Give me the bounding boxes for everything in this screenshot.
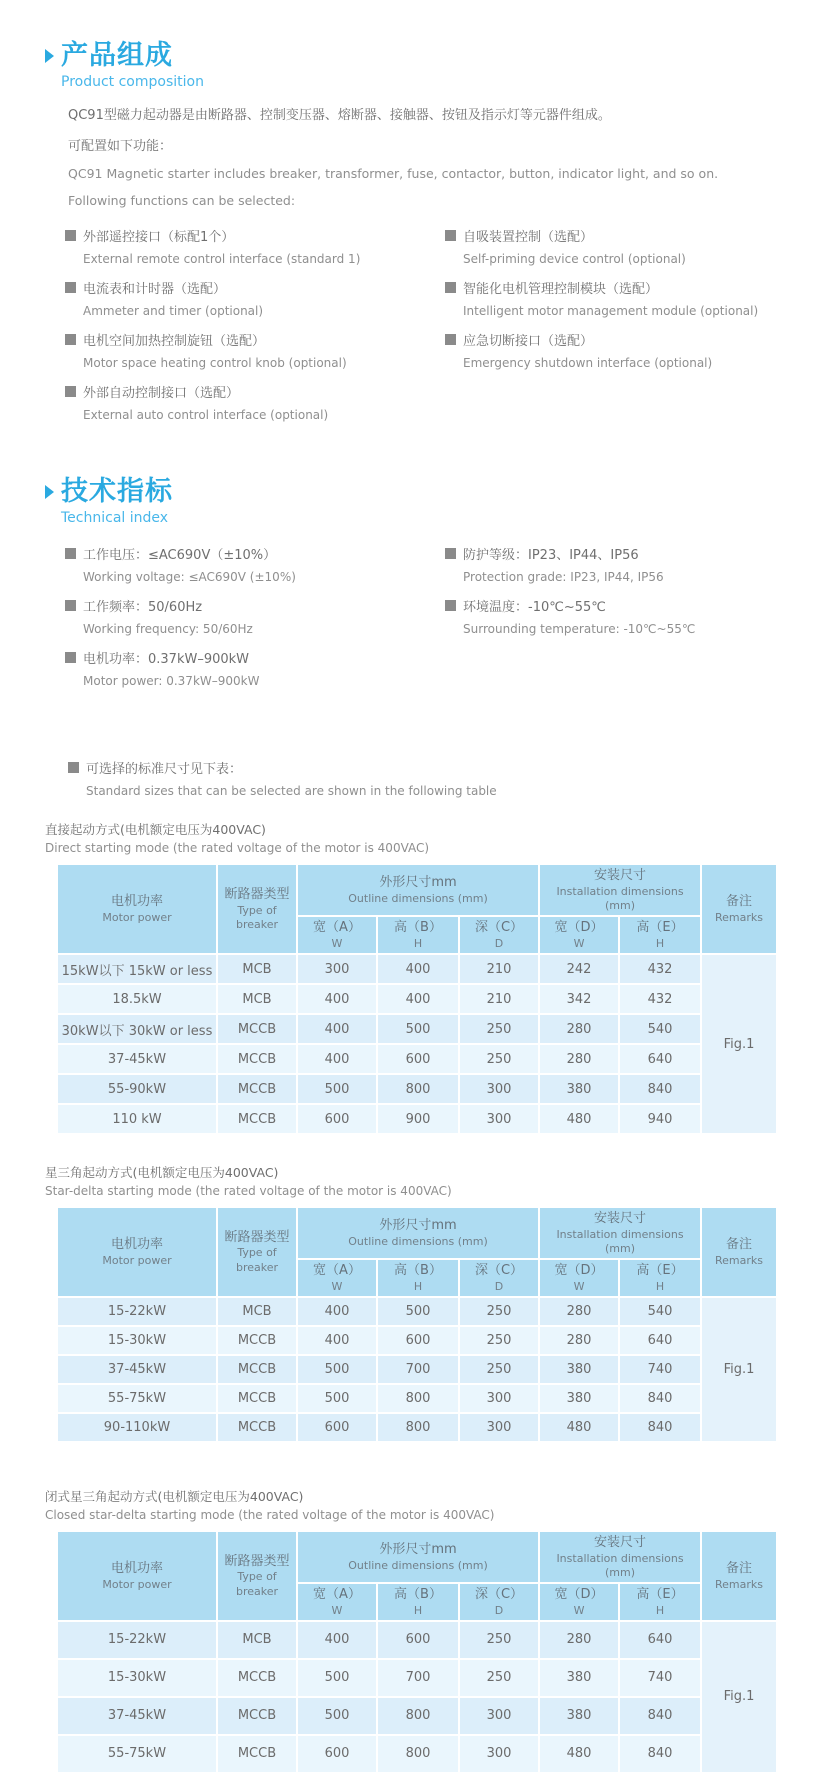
bullet-square-icon — [65, 334, 76, 345]
col-header-breaker-type: 断路器类型 Type of breaker — [217, 1207, 297, 1297]
list-item — [65, 382, 445, 422]
dimension-cell: 280 — [539, 1044, 619, 1074]
intro-line-zh-1: QC91型磁力起动器是由断路器、控制变压器、熔断器、接触器、按钮及指示灯等元器件组成。 — [68, 108, 611, 124]
table-row — [57, 1044, 777, 1074]
bullet-square-icon — [445, 600, 456, 611]
feature-column-left — [65, 226, 445, 434]
breaker-type-cell: MCCB — [217, 1355, 297, 1384]
breaker-type-cell: MCCB — [217, 1104, 297, 1134]
breaker-type-cell: MCCB — [217, 1697, 297, 1735]
feature-label-en: Emergency shutdown interface (optional) — [463, 356, 713, 371]
dimension-cell: 940 — [619, 1104, 701, 1134]
dimension-cell: 500 — [297, 1697, 377, 1735]
dimension-cell: 250 — [459, 1014, 539, 1044]
caption-zh: 星三角起动方式(电机额定电压为400VAC) — [45, 1165, 279, 1181]
dimension-cell: 600 — [297, 1104, 377, 1134]
table-caption-star-delta — [45, 1163, 830, 1201]
dimension-cell: 800 — [377, 1735, 459, 1773]
motor-power-cell: 15-30kW — [57, 1326, 217, 1355]
motor-power-cell: 55-75kW — [57, 1735, 217, 1773]
section-technical-index — [0, 476, 830, 700]
table-row — [57, 1014, 777, 1044]
dimension-cell: 400 — [297, 1014, 377, 1044]
caption-zh: 闭式星三角起动方式(电机额定电压为400VAC) — [45, 1489, 304, 1504]
section-product-composition — [0, 40, 830, 434]
caption-zh: 直接起动方式(电机额定电压为400VAC) — [45, 822, 266, 838]
table-caption-direct — [45, 820, 830, 858]
dimension-cell: 300 — [459, 1697, 539, 1735]
dimension-cell: 250 — [459, 1044, 539, 1074]
dimensions-table-closed-star-delta — [56, 1530, 778, 1774]
feature-label-zh: 外部自动控制接口（选配） — [83, 386, 240, 402]
col-header-remarks: 备注 Remarks — [701, 1531, 777, 1621]
table-caption-closed-star-delta — [45, 1487, 830, 1525]
motor-power-cell: 37-45kW — [57, 1355, 217, 1384]
feature-label-zh: 自吸装置控制（选配） — [463, 230, 594, 246]
dimension-cell: 300 — [459, 1413, 539, 1442]
product-composition-title-zh: 产品组成 — [61, 40, 173, 71]
table-row — [57, 1659, 777, 1697]
dimension-cell: 500 — [297, 1659, 377, 1697]
dimension-cell: 242 — [539, 954, 619, 984]
dimension-cell: 500 — [297, 1384, 377, 1413]
intro-line-zh-2: 可配置如下功能： — [68, 139, 173, 155]
list-item — [65, 544, 445, 584]
list-item — [65, 648, 445, 688]
table-row — [57, 1326, 777, 1355]
intro-line-en-2: Following functions can be selected: — [68, 193, 296, 209]
dimension-cell: 380 — [539, 1074, 619, 1104]
remark-cell: Fig.1 — [701, 954, 777, 1134]
spec-column-left — [65, 544, 445, 700]
col-header-height-b: 高（B） H — [377, 1583, 459, 1621]
spec-label-en: Motor power: 0.37kW–900kW — [83, 674, 260, 689]
col-header-height-e: 高（E） H — [619, 1583, 701, 1621]
col-header-depth-c: 深（C） D — [459, 1259, 539, 1297]
col-header-motor-power: 电机功率 Motor power — [57, 1531, 217, 1621]
col-group-installation-dimensions: 安装尺寸 Installation dimensions (mm) — [539, 1207, 701, 1259]
dimension-cell: 250 — [459, 1326, 539, 1355]
dimensions-table-direct — [56, 863, 778, 1135]
col-header-width-a: 宽（A） W — [297, 1259, 377, 1297]
feature-label-zh: 外部遥控接口（标配1个） — [83, 230, 235, 246]
dimension-cell: 800 — [377, 1413, 459, 1442]
feature-label-en: Self-priming device control (optional) — [463, 252, 686, 267]
dimension-cell: 280 — [539, 1326, 619, 1355]
table-row — [57, 1384, 777, 1413]
table-row — [57, 1621, 777, 1659]
product-intro — [68, 104, 830, 208]
dimension-cell: 540 — [619, 1297, 701, 1326]
motor-power-cell: 55-75kW — [57, 1384, 217, 1413]
motor-power-cell: 37-45kW — [57, 1044, 217, 1074]
feature-label-zh: 智能化电机管理控制模块（选配） — [463, 282, 659, 298]
motor-power-cell: 15-22kW — [57, 1297, 217, 1326]
dimension-cell: 400 — [297, 1326, 377, 1355]
list-item — [65, 330, 445, 370]
dimension-cell: 380 — [539, 1384, 619, 1413]
bullet-square-icon — [68, 762, 79, 773]
breaker-type-cell: MCB — [217, 954, 297, 984]
caption-en: Star-delta starting mode (the rated voltage of the motor is 400VAC) — [45, 1184, 452, 1199]
col-header-width-a: 宽（A） W — [297, 1583, 377, 1621]
dimension-cell: 480 — [539, 1413, 619, 1442]
feature-label-en: External remote control interface (standard 1) — [83, 252, 361, 267]
col-header-remarks: 备注 Remarks — [701, 864, 777, 954]
bullet-square-icon — [445, 230, 456, 241]
caption-en: Direct starting mode (the rated voltage of the motor is 400VAC) — [45, 841, 430, 856]
dimension-cell: 640 — [619, 1326, 701, 1355]
dimension-cell: 300 — [459, 1735, 539, 1773]
col-header-breaker-type: 断路器类型 Type of breaker — [217, 1531, 297, 1621]
feature-label-zh: 电机空间加热控制旋钮（选配） — [83, 334, 266, 350]
dimension-cell: 280 — [539, 1014, 619, 1044]
dimension-cell: 300 — [297, 954, 377, 984]
size-note-en: Standard sizes that can be selected are shown in the following table — [86, 784, 497, 799]
feature-label-zh: 电流表和计时器（选配） — [83, 282, 227, 298]
product-composition-title-en: Product composition — [61, 74, 204, 91]
table-row — [57, 1413, 777, 1442]
dimension-cell: 600 — [377, 1326, 459, 1355]
spec-label-en: Surrounding temperature: -10℃~55℃ — [463, 622, 696, 637]
dimension-cell: 700 — [377, 1659, 459, 1697]
col-group-outline-dimensions: 外形尺寸mm Outline dimensions (mm) — [297, 1207, 539, 1259]
dimensions-table-star-delta — [56, 1206, 778, 1443]
dimension-cell: 840 — [619, 1413, 701, 1442]
dimension-cell: 380 — [539, 1659, 619, 1697]
col-header-depth-c: 深（C） D — [459, 1583, 539, 1621]
table-row — [57, 1104, 777, 1134]
table-row — [57, 954, 777, 984]
breaker-type-cell: MCCB — [217, 1659, 297, 1697]
dimension-cell: 740 — [619, 1659, 701, 1697]
col-header-breaker-type: 断路器类型 Type of breaker — [217, 864, 297, 954]
col-header-motor-power: 电机功率 Motor power — [57, 864, 217, 954]
technical-index-header — [45, 476, 830, 526]
spec-label-zh: 工作频率：50/60Hz — [83, 600, 203, 616]
dimension-cell: 600 — [297, 1413, 377, 1442]
col-group-installation-dimensions: 安装尺寸 Installation dimensions (mm) — [539, 1531, 701, 1583]
table-row — [57, 1074, 777, 1104]
col-header-remarks: 备注 Remarks — [701, 1207, 777, 1297]
dimension-cell: 600 — [377, 1621, 459, 1659]
dimension-cell: 500 — [377, 1014, 459, 1044]
col-header-height-b: 高（B） H — [377, 1259, 459, 1297]
dimension-cell: 840 — [619, 1384, 701, 1413]
dimension-cell: 250 — [459, 1659, 539, 1697]
col-header-depth-c: 深（C） D — [459, 916, 539, 954]
breaker-type-cell: MCCB — [217, 1413, 297, 1442]
spec-label-zh: 电机功率：0.37kW–900kW — [83, 652, 250, 668]
col-header-motor-power: 电机功率 Motor power — [57, 1207, 217, 1297]
bullet-square-icon — [65, 230, 76, 241]
dimension-cell: 380 — [539, 1355, 619, 1384]
spec-label-en: Working frequency: 50/60Hz — [83, 622, 253, 637]
table-row — [57, 1355, 777, 1384]
list-item — [445, 278, 830, 318]
section-arrow-icon — [45, 49, 54, 63]
dimension-cell: 800 — [377, 1697, 459, 1735]
technical-index-title-en: Technical index — [61, 510, 169, 527]
dimension-cell: 600 — [377, 1044, 459, 1074]
dimension-cell: 380 — [539, 1697, 619, 1735]
section-arrow-icon — [45, 485, 54, 499]
table-head — [57, 1207, 777, 1297]
col-header-width-d: 宽（D） W — [539, 1583, 619, 1621]
remark-cell: Fig.1 — [701, 1297, 777, 1442]
dimension-cell: 280 — [539, 1297, 619, 1326]
bullet-square-icon — [65, 282, 76, 293]
table-body — [57, 954, 777, 1134]
size-note-zh: 可选择的标准尺寸见下表： — [86, 762, 243, 778]
dimension-cell: 250 — [459, 1355, 539, 1384]
dimension-cell: 500 — [377, 1297, 459, 1326]
col-group-outline-dimensions: 外形尺寸mm Outline dimensions (mm) — [297, 864, 539, 916]
breaker-type-cell: MCCB — [217, 1384, 297, 1413]
motor-power-cell: 37-45kW — [57, 1697, 217, 1735]
dimension-cell: 432 — [619, 954, 701, 984]
dimension-cell: 840 — [619, 1074, 701, 1104]
bullet-square-icon — [445, 548, 456, 559]
list-item — [65, 278, 445, 318]
col-header-width-d: 宽（D） W — [539, 916, 619, 954]
feature-column-right — [445, 226, 830, 434]
dimension-cell: 400 — [297, 1297, 377, 1326]
motor-power-cell: 30kW以下 30kW or less — [57, 1014, 217, 1044]
table-body — [57, 1621, 777, 1773]
dimension-cell: 342 — [539, 984, 619, 1014]
list-item — [445, 330, 830, 370]
breaker-type-cell: MCB — [217, 1297, 297, 1326]
dimension-cell: 640 — [619, 1044, 701, 1074]
table-head — [57, 864, 777, 954]
dimension-cell: 840 — [619, 1735, 701, 1773]
dimension-cell: 640 — [619, 1621, 701, 1659]
dimension-cell: 600 — [297, 1735, 377, 1773]
dimension-cell: 300 — [459, 1384, 539, 1413]
feature-label-en: Intelligent motor management module (optional) — [463, 304, 759, 319]
table-row — [57, 1297, 777, 1326]
dimension-cell: 480 — [539, 1104, 619, 1134]
motor-power-cell: 90-110kW — [57, 1413, 217, 1442]
feature-label-zh: 应急切断接口（选配） — [463, 334, 594, 350]
list-item — [445, 226, 830, 266]
breaker-type-cell: MCCB — [217, 1326, 297, 1355]
spec-label-zh: 工作电压：≤AC690V（±10%） — [83, 548, 277, 564]
col-group-outline-dimensions: 外形尺寸mm Outline dimensions (mm) — [297, 1531, 539, 1583]
bullet-square-icon — [65, 386, 76, 397]
dimension-cell: 540 — [619, 1014, 701, 1044]
dimension-cell: 900 — [377, 1104, 459, 1134]
bullet-square-icon — [445, 282, 456, 293]
dimension-cell: 300 — [459, 1104, 539, 1134]
motor-power-cell: 55-90kW — [57, 1074, 217, 1104]
dimension-cell: 400 — [377, 954, 459, 984]
size-note — [68, 758, 830, 798]
table-body — [57, 1297, 777, 1442]
breaker-type-cell: MCCB — [217, 1014, 297, 1044]
dimension-cell: 400 — [297, 984, 377, 1014]
breaker-type-cell: MCCB — [217, 1735, 297, 1773]
feature-label-en: Motor space heating control knob (optional) — [83, 356, 347, 371]
col-header-width-d: 宽（D） W — [539, 1259, 619, 1297]
dimension-cell: 300 — [459, 1074, 539, 1104]
product-composition-header — [45, 40, 830, 90]
table-row — [57, 1735, 777, 1773]
motor-power-cell: 15-30kW — [57, 1659, 217, 1697]
dimension-cell: 210 — [459, 984, 539, 1014]
list-item — [65, 226, 445, 266]
dimension-cell: 700 — [377, 1355, 459, 1384]
list-item — [445, 596, 830, 636]
motor-power-cell: 15-22kW — [57, 1621, 217, 1659]
col-header-height-e: 高（E） H — [619, 1259, 701, 1297]
dimension-cell: 250 — [459, 1621, 539, 1659]
spec-column-right — [445, 544, 830, 700]
bullet-square-icon — [65, 548, 76, 559]
caption-en: Closed star-delta starting mode (the rated voltage of the motor is 400VAC) — [45, 1508, 495, 1523]
dimension-cell: 800 — [377, 1384, 459, 1413]
dimension-cell: 840 — [619, 1697, 701, 1735]
dimension-cell: 400 — [297, 1044, 377, 1074]
breaker-type-cell: MCCB — [217, 1074, 297, 1104]
feature-label-en: Ammeter and timer (optional) — [83, 304, 264, 319]
list-item — [445, 544, 830, 584]
bullet-square-icon — [65, 652, 76, 663]
col-header-width-a: 宽（A） W — [297, 916, 377, 954]
bullet-square-icon — [65, 600, 76, 611]
remark-cell: Fig.1 — [701, 1621, 777, 1773]
spec-label-zh: 环境温度：-10℃~55℃ — [463, 600, 606, 616]
motor-power-cell: 18.5kW — [57, 984, 217, 1014]
table-head — [57, 1531, 777, 1621]
feature-list — [65, 226, 830, 434]
dimension-cell: 250 — [459, 1297, 539, 1326]
table-row — [57, 984, 777, 1014]
dimension-cell: 500 — [297, 1074, 377, 1104]
bullet-square-icon — [445, 334, 456, 345]
breaker-type-cell: MCCB — [217, 1044, 297, 1074]
dimension-cell: 800 — [377, 1074, 459, 1104]
col-group-installation-dimensions: 安装尺寸 Installation dimensions (mm) — [539, 864, 701, 916]
dimension-cell: 210 — [459, 954, 539, 984]
breaker-type-cell: MCB — [217, 1621, 297, 1659]
spec-label-en: Working voltage: ≤AC690V (±10%) — [83, 570, 296, 585]
spec-list — [65, 544, 830, 700]
dimension-cell: 740 — [619, 1355, 701, 1384]
dimension-cell: 400 — [297, 1621, 377, 1659]
dimension-cell: 480 — [539, 1735, 619, 1773]
dimension-cell: 280 — [539, 1621, 619, 1659]
breaker-type-cell: MCB — [217, 984, 297, 1014]
motor-power-cell: 15kW以下 15kW or less — [57, 954, 217, 984]
col-header-height-e: 高（E） H — [619, 916, 701, 954]
table-row — [57, 1697, 777, 1735]
spec-label-en: Protection grade: IP23, IP44, IP56 — [463, 570, 664, 585]
dimension-cell: 500 — [297, 1355, 377, 1384]
spec-label-zh: 防护等级：IP23、IP44、IP56 — [463, 548, 639, 564]
list-item — [65, 596, 445, 636]
col-header-height-b: 高（B） H — [377, 916, 459, 954]
feature-label-en: External auto control interface (optional) — [83, 408, 329, 423]
motor-power-cell: 110 kW — [57, 1104, 217, 1134]
technical-index-title-zh: 技术指标 — [61, 476, 173, 508]
dimension-cell: 432 — [619, 984, 701, 1014]
dimension-cell: 400 — [377, 984, 459, 1014]
intro-line-en-1: QC91 Magnetic starter includes breaker, transformer, fuse, contactor, button, indicator light, and so on. — [68, 166, 719, 182]
